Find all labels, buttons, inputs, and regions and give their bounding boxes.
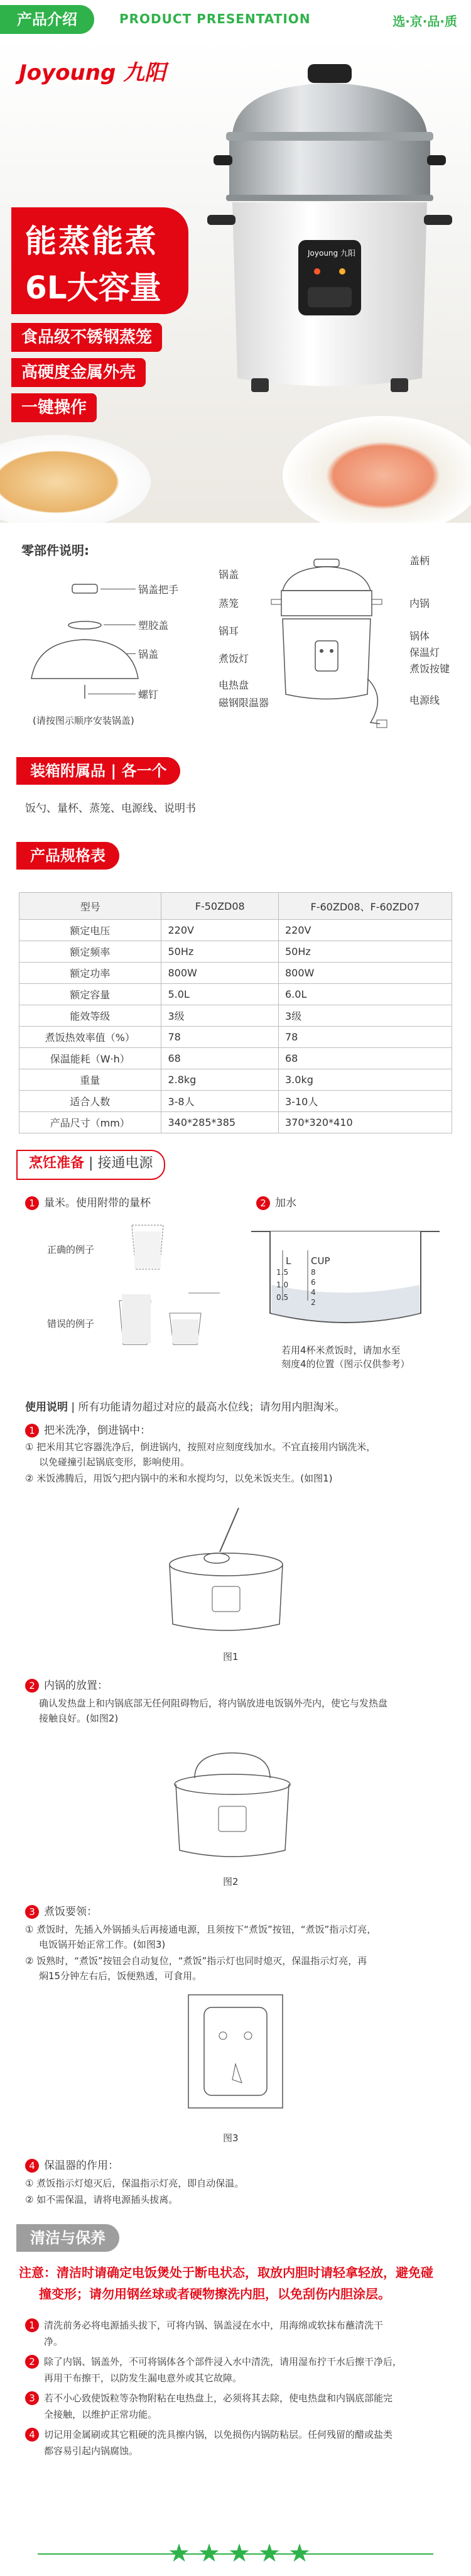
spec-value: 3-10人	[279, 1091, 452, 1112]
cup-label: CUP	[311, 1255, 330, 1267]
cooker-part-left: 电热盘	[219, 679, 249, 691]
step1-title: 1 量米。使用附带的量杯	[25, 1194, 151, 1210]
accessories-heading: 装箱附属品 | 各一个	[16, 757, 180, 785]
care-item-cont: 都容易引起内锅腐蚀。	[44, 2445, 139, 2457]
cook-1b: 电饭锅开始正常工作。(如图3)	[39, 1939, 166, 1950]
water-note-1: 若用4杯米煮饭时，请加水至	[281, 1345, 401, 1356]
spec-value: 6.0L	[279, 984, 452, 1005]
spec-value: 68	[161, 1048, 279, 1069]
spec-label: 煮饭热效率值（%）	[19, 1027, 161, 1048]
table-row	[19, 920, 452, 941]
water-note-2: 刻度4的位置（图示仅供参考）	[281, 1358, 410, 1370]
spec-value: 3级	[279, 1005, 452, 1027]
cooker-part-right: 内锅	[409, 598, 430, 609]
slogan: 选·京·品·质	[392, 14, 457, 29]
table-row	[19, 963, 452, 984]
english-title: PRODUCT PRESENTATION	[119, 11, 311, 26]
parts-heading: 零部件说明:	[21, 543, 89, 558]
spec-value: 2.8kg	[161, 1069, 279, 1091]
water-level-illustration	[245, 1225, 446, 1332]
place-title: 2 内锅的放置：	[25, 1676, 108, 1693]
spec-label: 额定电压	[19, 920, 161, 941]
spec-table	[19, 892, 452, 1133]
fig3-caption: 图3	[223, 2132, 239, 2144]
lid-note: (请按图示顺序安装锅盖)	[33, 715, 134, 726]
cooker-part-right: 煮饭按键	[409, 663, 450, 675]
cook-title: 3 煮饭要领：	[25, 1902, 97, 1919]
care-warning-2: 撞变形；请勿用钢丝球或者硬物擦洗内胆，以免刮伤内胆涂层。	[39, 2286, 391, 2301]
wash-1a: ① 把米用其它容器洗净后，倒进锅内，按照对应刻度线加水。不宜直接用内锅洗米，	[25, 1441, 376, 1453]
keep-title: 4 保温器的作用：	[25, 2156, 119, 2173]
table-row	[19, 1027, 452, 1048]
food-plate-left	[0, 435, 151, 523]
scale-cup: 4	[311, 1288, 316, 1297]
cooker-part-right: 盖柄	[409, 555, 430, 567]
section-tab: 产品介绍	[0, 5, 94, 34]
care-item-cont: 再用干布擦干，以防发生漏电意外或其它故障。	[44, 2372, 242, 2384]
cooking-heading: 烹饪准备 | 接通电源	[16, 1150, 165, 1180]
care-item: 1 清洗前务必将电源插头拔下，可将内锅、锅盖浸在水中，用海绵或软抹布蘸清洗干	[25, 2318, 383, 2332]
cooker-part-left: 锅耳	[219, 625, 239, 637]
cooker-part-left: 蒸笼	[219, 598, 239, 609]
care-item: 3 若不小心致使饭粒等杂物附粘在电热盘上，必须将其去除，使电热盘和内锅底部能完	[25, 2391, 392, 2405]
lid-part-label: 塑胶盖	[138, 619, 169, 631]
spec-label: 额定频率	[19, 941, 161, 963]
specs-heading: 产品规格表	[16, 842, 119, 870]
top-header	[0, 0, 471, 39]
cooker-part-right: 锅体	[409, 630, 430, 642]
accessories-list: 饭勺、量杯、蒸笼、电源线、说明书	[25, 802, 196, 815]
table-row	[19, 1005, 452, 1027]
spec-value: 50Hz	[279, 941, 452, 963]
keep-1: ① 煮饭指示灯熄灭后，保温指示灯亮，即自动保温。	[25, 2178, 244, 2189]
rice-cooker-image	[188, 52, 458, 441]
spec-col-header: 型号	[19, 893, 161, 920]
hero-title-box	[11, 207, 188, 314]
cooker-part-left: 锅盖	[219, 569, 239, 581]
scale-cup: 6	[311, 1278, 316, 1287]
care-item: 4 切记用金属刷或其它粗硬的洗具擦内锅，以免损伤内锅防粘层。任何残留的醋或盐类	[25, 2428, 392, 2442]
fig2-caption: 图2	[223, 1876, 239, 1887]
spec-value: 3级	[161, 1005, 279, 1027]
panel-brand: Joyoung 九阳	[308, 249, 355, 258]
spec-col-header: F-50ZD08	[161, 893, 279, 920]
spec-value: 78	[161, 1027, 279, 1048]
care-heading: 清洁与保养	[16, 2224, 119, 2252]
spec-value: 5.0L	[161, 984, 279, 1005]
spec-header-row	[19, 893, 452, 920]
spec-col-header: F-60ZD08、F-60ZD07	[279, 893, 452, 920]
spec-value: 220V	[161, 920, 279, 941]
spec-label: 重量	[19, 1069, 161, 1091]
hero-title-line2: 6L大容量	[25, 270, 161, 306]
fig2-illustration	[157, 1734, 308, 1866]
lid-part-label: 锅盖	[138, 648, 159, 660]
cooker-part-left: 煮饭灯	[219, 653, 249, 665]
table-row	[19, 1048, 452, 1069]
lid-part-label: 螺钉	[138, 689, 159, 701]
scale-l: 1.5	[276, 1268, 289, 1277]
keep-2: ② 如不需保温，请将电源插头拔离。	[25, 2194, 178, 2205]
spec-value: 800W	[279, 963, 452, 984]
spec-value: 3-8人	[161, 1091, 279, 1112]
cooker-part-right: 保温灯	[409, 647, 440, 658]
usage-note: 使用说明 | 所有功能请勿超过对应的最高水位线；请勿用内胆淘米。	[25, 1401, 345, 1414]
lid-diagram	[19, 565, 144, 704]
spec-value: 220V	[279, 920, 452, 941]
cooker-part-left: 磁钢限温器	[219, 697, 269, 709]
cook-2b: 焖15分钟左右后，饭便熟透，可食用。	[39, 1970, 202, 1982]
table-row	[19, 1069, 452, 1091]
cooking-heading-b: 接通电源	[97, 1155, 153, 1171]
wash-2: ② 米饭沸腾后，用饭勺把内锅中的米和水搅均匀，以免米饭夹生。(如图1)	[25, 1473, 333, 1484]
spec-value: 78	[279, 1027, 452, 1048]
care-item-cont: 全接触，以维护正常功能。	[44, 2409, 158, 2420]
spec-value: 340*285*385	[161, 1112, 279, 1133]
place-2: 接触良好。(如图2)	[39, 1713, 119, 1724]
fig1-caption: 图1	[223, 1651, 239, 1662]
spec-label: 额定容量	[19, 984, 161, 1005]
wrong-example: 错误的例子	[47, 1318, 95, 1329]
spec-label: 能效等级	[19, 1005, 161, 1027]
l-label: L	[286, 1255, 291, 1267]
spec-label: 保温能耗（W·h）	[19, 1048, 161, 1069]
leader	[126, 653, 136, 654]
spec-label: 产品尺寸（mm）	[19, 1112, 161, 1133]
cooking-heading-a: 烹饪准备	[29, 1155, 85, 1171]
wash-title: 1 把米洗净，倒进锅中：	[25, 1421, 151, 1438]
scale-l: 1.0	[276, 1280, 289, 1289]
care-item-cont: 净。	[44, 2336, 63, 2347]
spec-value: 3.0kg	[279, 1069, 452, 1091]
fig3-illustration	[170, 1989, 301, 2120]
cooker-diagram	[264, 553, 389, 735]
fig1-illustration	[144, 1502, 308, 1640]
cook-1a: ① 煮饭时，先插入外锅插头后再接通电源，且须按下“煮饭”按钮，“煮饭”指示灯亮，	[25, 1924, 377, 1935]
feature-2: 高硬度金属外壳	[11, 358, 146, 387]
correct-example: 正确的例子	[47, 1244, 95, 1255]
star-icon: ★	[258, 2539, 281, 2568]
scale-cup: 2	[311, 1298, 316, 1307]
cook-2a: ② 饭熟时，“煮饭”按钮会自动复位，“煮饭”指示灯也同时熄灭，保温指示灯亮，再	[25, 1955, 367, 1967]
table-row	[19, 1112, 452, 1133]
star-icon: ★	[198, 2539, 220, 2568]
care-item: 2 除了内锅、锅盖外，不可将锅体各个部件浸入水中清洗，请用湿布拧干水后擦干净后，	[25, 2355, 402, 2369]
feature-3: 一键操作	[11, 393, 97, 422]
scale-cup: 8	[311, 1268, 316, 1277]
table-row	[19, 941, 452, 963]
feature-1: 食品级不锈钢蒸笼	[11, 323, 162, 352]
scale-l: 0.5	[276, 1293, 289, 1302]
table-row	[19, 984, 452, 1005]
measuring-cup-illustration	[113, 1219, 232, 1357]
brand-logo: Joyoung 九阳	[19, 60, 166, 85]
step2-title: 2 加水	[256, 1194, 296, 1210]
place-1: 确认发热盘上和内锅底部无任何阻碍物后，将内锅放进电饭锅外壳内，使它与发热盘	[39, 1698, 388, 1709]
spec-value: 370*320*410	[279, 1112, 452, 1133]
star-icon: ★	[288, 2539, 311, 2568]
care-warning-1: 注意：清洁时请确定电饭煲处于断电状态，取放内胆时请轻拿轻放，避免碰	[19, 2265, 433, 2280]
star-icon: ★	[228, 2539, 251, 2568]
footer-rating	[0, 2532, 471, 2576]
table-row	[19, 1091, 452, 1112]
spec-value: 800W	[161, 963, 279, 984]
spec-label: 适合人数	[19, 1091, 161, 1112]
cooker-part-right: 电源线	[409, 694, 440, 706]
spec-value: 50Hz	[161, 941, 279, 963]
lid-part-label: 锅盖把手	[138, 584, 179, 596]
spec-value: 68	[279, 1048, 452, 1069]
spec-label: 额定功率	[19, 963, 161, 984]
star-icon: ★	[168, 2539, 190, 2568]
hero-banner	[0, 39, 471, 523]
hero-title-line1: 能蒸能煮	[25, 223, 158, 259]
wash-1b: 以免碰撞引起锅底变形，影响使用。	[39, 1456, 190, 1468]
